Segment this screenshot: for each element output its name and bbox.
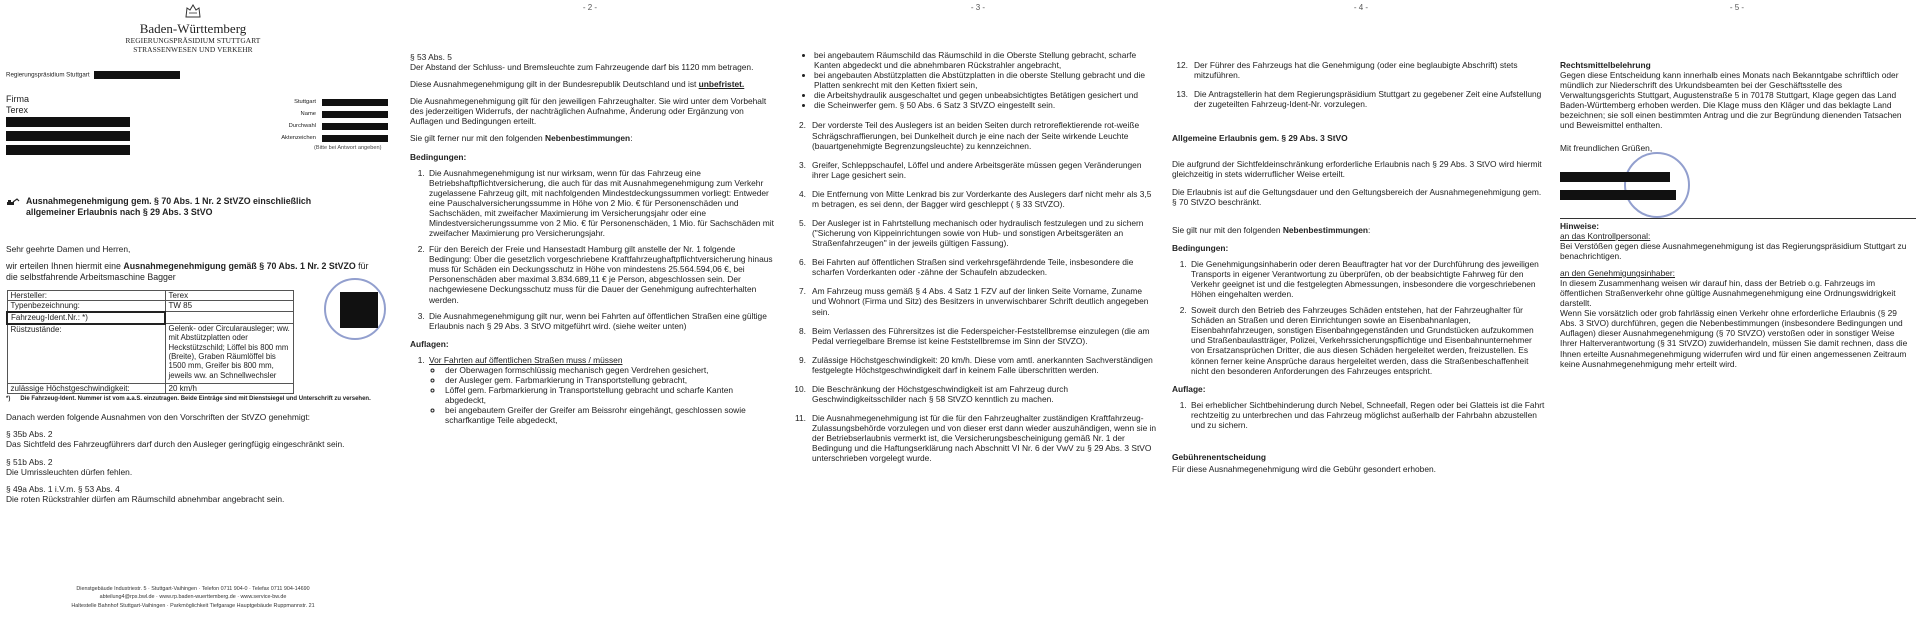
conditions-heading: Bedingungen: bbox=[410, 151, 467, 162]
exception-title: § 35b Abs. 2 bbox=[6, 429, 53, 440]
page-number: - 3 - bbox=[970, 3, 986, 12]
holder-text: Die Ausnahmegenehmigung gilt für den jeweiligen Fahrzeughalter. Sie wird unter dem Vorbehalt des jederzeitigen Widerrufs, der nachträglichen Aufnahme, Änderung oder Ergänzung von Auflagen und Bedingungen erteilt. bbox=[410, 96, 767, 127]
reference-note: (Bitte bei Antwort angeben) bbox=[314, 145, 382, 151]
page-number: - 5 - bbox=[1729, 3, 1745, 12]
list-item: 2. Für den Bereich der Freie und Hansestadt Hamburg gilt anstelle der Nr. 1 folgende Bedingung: Über die gesetzlich vorgeschriebene Kraftfahrzeughaftpflichtversicherung hinaus muss für Schäden ein Deckungsschutz in Höhe von mindestens 25.564.594,06 €, bei Personenschäden aber maximal 3.834.689,11 € je Person, abgeschlossen sein. Der nachgewiesene Deckungsschutz muss für die Dauer der Genehmigung aufrechterhalten werden. bbox=[427, 244, 776, 304]
table-value: 20 km/h bbox=[165, 383, 294, 394]
redaction bbox=[6, 131, 130, 141]
notes-subheading: an das Kontrollpersonal: bbox=[1560, 230, 1651, 241]
list-item-number: 10. bbox=[794, 383, 806, 394]
general-permit-text: Die Erlaubnis ist auf die Geltungsdauer und den Geltungsbereich der Ausnahmegenehmigung gem. § 70 StVZO beschränkt. bbox=[1172, 186, 1542, 207]
list-item-text: Der Führer des Fahrzeugs hat die Genehmigung (oder eine beglaubigte Abschrift) stets mitzuführen. bbox=[1194, 60, 1518, 81]
lead-post: : bbox=[1367, 224, 1371, 235]
salutation: Sehr geehrte Damen und Herren, bbox=[6, 243, 131, 254]
excavator-icon bbox=[6, 198, 20, 206]
lead-bold: Nebenbestimmungen bbox=[1282, 224, 1368, 235]
list-item-text: Greifer, Schleppschaufel, Löffel und andere Arbeitsgeräte müssen gegen Veränderungen ihrer Lage gesichert sein. bbox=[812, 159, 1142, 180]
letterhead-department: STRASSENWESEN UND VERKEHR bbox=[133, 44, 253, 54]
general-permit-heading: Allgemeine Erlaubnis gem. § 29 Abs. 3 StVO bbox=[1172, 133, 1348, 144]
ref-label: Name bbox=[300, 110, 316, 117]
letterhead bbox=[6, 4, 380, 54]
page-number: - 2 - bbox=[582, 3, 598, 12]
bullet-item: • die Scheinwerfer gem. § 50 Abs. 6 Satz 3 StVZO eingestellt sein. bbox=[814, 100, 1158, 110]
official-stamp bbox=[1624, 152, 1690, 218]
list-item: 2. Soweit durch den Betrieb des Fahrzeuges Schäden entstehen, hat der Fahrzeughalter für Schäden an Straßen und deren Einrichtungen sowie an Eisenbahnanlagen, Eisenbahnfahrzeugen, sonstigen Eisenbahngegenständen und Grundstücken aufzukommen und Straßenbaulastträger, Polizei, Verkehrssicherungspflichtige und Eisenbahnunternehmer von Ersatzansprüchen Dritter, die aus diesen Schäden hergeleitet werden, freizustellen. Es können ferner keine Ansprüche daraus hergeleitet werden, dass die Straßenbeschaffenheit nicht den besonderen Anforderungen des Fahrzeuges entspricht. bbox=[1189, 305, 1546, 376]
table-value: Gelenk- oder Circularausleger; ww. mit Abstützplatten oder Heckstützschild; Löffel bis 800 mm (Breite), Graben Räumlöffel bis 1500 mm, Greifer bis 800 mm, jeweils ww. an Schnellwechsler bbox=[165, 324, 294, 384]
footer-line: Haltestelle Bahnhof Stuttgart-Vaihingen · Parkmöglichkeit Tiefgarage Hauptgebäude Ruppmannstr. 21 bbox=[71, 602, 315, 609]
ref-label: Durchwahl bbox=[288, 122, 316, 129]
table-label: zulässige Höchstgeschwindigkeit: bbox=[7, 383, 165, 394]
exception-text: Die roten Rückstrahler dürfen am Räumschild abnehmbar angebracht sein. bbox=[6, 493, 285, 504]
list-item bbox=[790, 218, 1158, 248]
closing: Mit freundlichen Grüßen, bbox=[1560, 142, 1653, 153]
list-item-number: 4. bbox=[799, 188, 806, 199]
general-permit-text: Die aufgrund der Sichtfeldeinschränkung erforderliche Erlaubnis nach § 29 Abs. 3 StVO wird hiermit gleichzeitig in stets widerruflicher Weise erteilt. bbox=[1172, 159, 1542, 180]
exception bbox=[6, 484, 380, 504]
redaction bbox=[322, 135, 388, 142]
lead-bold: Nebenbestimmungen bbox=[545, 133, 631, 144]
vehicle-table bbox=[6, 290, 294, 394]
exception-text: Die Umrissleuchten dürfen fehlen. bbox=[6, 466, 133, 477]
subject bbox=[6, 196, 380, 218]
table-label: Hersteller: bbox=[7, 290, 165, 301]
requirements-list bbox=[410, 355, 776, 426]
conditions-heading: Bedingungen: bbox=[1172, 242, 1229, 253]
table-label: Fahrzeug-Ident.Nr.: *) bbox=[7, 312, 165, 324]
table-label: Typenbezeichnung: bbox=[7, 301, 165, 312]
list-item bbox=[790, 326, 1158, 346]
notes-text: In diesem Zusammenhang weisen wir darauf hin, dass der Betrieb o.g. Fahrzeugs im öffentlichen Straßenverkehr ohne gültige Ausnahmegenehmigung eine Ordnungswidrigkeit darstellt. bbox=[1560, 278, 1896, 309]
list-item bbox=[790, 355, 1158, 375]
table-row bbox=[7, 312, 294, 324]
fee-text: Für diese Ausnahmegenehmigung wird die Gebühr gesondert erhoben. bbox=[1172, 464, 1436, 475]
list-item-number: 6. bbox=[799, 257, 806, 268]
page-1 bbox=[0, 0, 392, 620]
page-number: - 4 - bbox=[1353, 3, 1369, 12]
list-item-number: 7. bbox=[799, 286, 806, 297]
validity-bold: unbefristet. bbox=[698, 79, 745, 90]
list-item-text: Beim Verlassen des Führersitzes ist die Federspeicher-Feststellbremse einzulegen (die am Pedal verriegelbare Bremse ist keine Feststellbremse im Sinn der StVZO). bbox=[812, 325, 1150, 346]
footnote-text: Die Fahrzeug-Ident. Nummer ist vom a.a.S. einzutragen. Beide Einträge sind mit Dienstsiegel und Unterschrift zu versehen. bbox=[20, 396, 371, 403]
notes-heading: Hinweise: bbox=[1560, 220, 1600, 231]
list-item-text: Die Beschränkung der Höchstgeschwindigkeit ist am Fahrzeug durch Geschwindigkeitsschilder nach § 58 StVZO kenntlich zu machen. bbox=[812, 383, 1069, 405]
validity-text bbox=[410, 79, 776, 89]
requirements-list bbox=[1172, 60, 1546, 109]
list-item: 3. Die Ausnahmegenehmigung gilt nur, wenn bei Fahrten auf öffentlichen Straßen eine gültige Erlaubnis nach § 29 Abs. 3 StVO mitgeführt wird. (siehe weiter unten) bbox=[427, 311, 776, 331]
bullet-item: • bei angebauten Abstützplatten die Abstützplatten in die oberste Stellung gebracht und die Platten senkrecht mit den Ketten fixiert sein, bbox=[814, 70, 1158, 90]
list-item-number: 13. bbox=[1176, 89, 1188, 100]
table-label: Rüstzustände: bbox=[7, 324, 165, 384]
redaction bbox=[6, 117, 130, 127]
recipient-line-1: Firma bbox=[6, 93, 29, 104]
conditions-lead bbox=[410, 133, 776, 143]
page-footer bbox=[6, 585, 380, 610]
notes-subheading: an den Genehmigungsinhaber: bbox=[1560, 267, 1676, 278]
list-item-number: 5. bbox=[799, 218, 806, 229]
recipient-line-2: Terex bbox=[6, 104, 29, 115]
requirements-heading: Auflagen: bbox=[410, 338, 449, 349]
bullet-item: ◦ bei angebautem Greifer der Greifer am Beissrohr eingehängt, geschlossen sowie scharfkantige Teile abgedeckt, bbox=[443, 405, 776, 425]
intro-paragraph bbox=[6, 261, 380, 283]
sender-text: Regierungspräsidium Stuttgart bbox=[6, 72, 90, 80]
redaction bbox=[322, 111, 388, 118]
list-item bbox=[427, 355, 776, 426]
table-value: TW 85 bbox=[165, 301, 294, 312]
page-5 bbox=[1554, 0, 1920, 620]
table-footnote bbox=[6, 396, 380, 403]
list-item bbox=[790, 384, 1158, 404]
page-3 bbox=[788, 0, 1168, 620]
exception bbox=[6, 457, 380, 477]
subject-line-2: allgemeiner Erlaubnis nach § 29 Abs. 3 StVO bbox=[26, 206, 213, 217]
list-item bbox=[790, 120, 1158, 150]
list-item: 1. Die Ausnahmegenehmigung ist nur wirksam, wenn für das Fahrzeug eine Betriebshaftpflichtversicherung, die auch für das mit Ausnahmegenehmigung zum Verkehr zugelassene Fahrzeug gilt, mit nachfolgenden Mindestdeckungssummen vorliegt: Entweder eine Pauschalversicherungssumme in Höhe von 2 Mio. € für Personenschäden und Sachschäden, mit zweifacher Maximierung im Versicherungsjahr oder eine Mindestversicherungssumme von 2 Mio. € für Personenschäden, 1 Mio. für Sachschäden mit zweifacher Maximierung pro Versicherungsjahr. bbox=[427, 168, 776, 239]
list-item bbox=[1172, 89, 1546, 109]
notes-text: Wenn Sie vorsätzlich oder grob fahrlässig einen Verkehr ohne erforderliche Erlaubnis (§ 29 Abs. 3 StVO) durchführen, gegen die Nebenbestimmungen (insbesondere Bedingungen und Auflagen) dieser Ausnahmegenehmigung (§ 70 StVZO) verstoßen oder in sonstiger Weise Ihrer Halterverantwortung (§ 31 StVZO) zuwiderhandeln, müssen Sie damit rechnen, dass die Ihnen erteilte Ausnahmegenehmigung widerrufen wird und für einen angemessenen Zeitraum keine Ausnahmegenehmigung mehr erteilt wird. bbox=[1560, 308, 1908, 369]
requirement-list bbox=[1172, 400, 1546, 430]
exception-text: Das Sichtfeld des Fahrzeugführers darf durch den Ausleger geringfügig eingeschränkt sein. bbox=[6, 439, 345, 450]
exception-title: § 49a Abs. 1 i.V.m. § 53 Abs. 4 bbox=[6, 483, 120, 494]
list-item: 1. Die Genehmigungsinhaberin oder deren Beauftragter hat vor der Durchführung des jeweiligen Transports in eigener Verantwortung zu überprüfen, ob der beabsichtigte Fahrweg für den Verkehr geeignet ist und die festgelegten Abmessungen, insbesondere die vorgeschriebenen Höhen eingehalten werden. bbox=[1189, 259, 1546, 299]
list-item-text: Die Antragstellerin hat dem Regierungspräsidium Stuttgart zu gegebener Zeit eine Aufstellung der zugeteilten Fahrzeug-Ident-Nr. vorzulegen. bbox=[1194, 89, 1542, 110]
requirement-title: Vor Fahrten auf öffentlichen Straßen muss / müssen bbox=[429, 354, 623, 365]
sender-line bbox=[6, 71, 380, 79]
bullet-item: ◦ der Ausleger gem. Farbmarkierung in Transportstellung gebracht, bbox=[443, 375, 776, 385]
table-value bbox=[165, 312, 294, 324]
fee-heading: Gebührenentscheidung bbox=[1172, 452, 1266, 463]
intro-bold: Ausnahmegenehmigung gemäß § 70 Abs. 1 Nr. 2 StVZO bbox=[123, 260, 356, 271]
list-item-text: Am Fahrzeug muss gemäß § 4 Abs. 4 Satz 1 FZV auf der linken Seite Vorname, Zuname und Wohnort (Firma und Sitz) des Besitzers in unverwischbarer Schrift deutlich angegeben sein. bbox=[812, 286, 1149, 317]
conditions-list bbox=[1172, 259, 1546, 376]
list-item bbox=[790, 189, 1158, 209]
lead-pre: Sie gilt ferner nur mit den folgenden bbox=[410, 133, 546, 144]
list-item bbox=[790, 257, 1158, 277]
bullet-item: • die Arbeitshydraulik ausgeschaltet und gegen unbeabsichtigtes Betätigen gesichert und bbox=[814, 90, 1158, 100]
letterhead-authority: REGIERUNGSPRÄSIDIUM STUTTGART bbox=[125, 35, 261, 45]
redaction bbox=[94, 71, 180, 79]
page-2 bbox=[392, 0, 788, 620]
appeal-heading: Rechtsmittelbelehrung bbox=[1560, 60, 1651, 70]
table-row bbox=[7, 383, 294, 394]
validity-pre: Diese Ausnahmegenehmigung gilt in der Bundesrepublik Deutschland und ist bbox=[410, 79, 699, 90]
ref-label: Stuttgart bbox=[294, 98, 316, 105]
redaction bbox=[6, 145, 130, 155]
reference-block bbox=[280, 96, 388, 152]
list-item-text: Der Ausleger ist in Fahrtstellung mechanisch oder hydraulisch festzulegen und zu sichern ("Sicherung von Kippeinrichtungen sowie von Hub- und sonstigen Arbeitsgeräten an Straßenfahrzeugen" in der jeweils gültigen Fassung). bbox=[812, 218, 1144, 249]
exception-title: § 51b Abs. 2 bbox=[6, 456, 53, 467]
exception-title: § 53 Abs. 5 bbox=[410, 52, 452, 62]
redaction bbox=[340, 292, 378, 328]
list-item-text: Zulässige Höchstgeschwindigkeit: 20 km/h. Diese vom amtl. anerkannten Sachverständigen festgelegte Höchstgeschwindigkeit darf in keinem Falle überschritten werden. bbox=[812, 354, 1153, 375]
signature-area bbox=[1560, 160, 1912, 210]
redaction bbox=[322, 123, 388, 130]
letterhead-state: Baden-Württemberg bbox=[139, 21, 247, 37]
bullet-list bbox=[790, 50, 1158, 110]
redaction bbox=[1560, 190, 1676, 200]
coat-of-arms-icon bbox=[184, 4, 202, 18]
bullet-item: ◦ Löffel gem. Farbmarkierung in Transportstellung gebracht und scharfe Kanten abgedeckt, bbox=[443, 385, 776, 405]
list-item bbox=[1172, 60, 1546, 80]
list-item-text: Der vorderste Teil des Auslegers ist an beiden Seiten durch retroreflektierende rot-weiße Schrägschraffierungen, bei Dunkelheit durch je eine nach der Seite wirkende Leuchte (bauartgenehmigte Begrenzungsleuchte) zu kennzeichnen. bbox=[812, 120, 1140, 151]
list-item-number: 3. bbox=[799, 159, 806, 170]
list-item-text: Die Ausnahmegenehmigung ist für die für den Fahrzeughalter zuständigen Kraftfahrzeug-Zulassungsbehörde vorzulegen und von dieser erst dann wieder auszuhändigen, wenn sie in der Betriebserlaubnis vermerkt ist, die Versicherungsbescheinigung gemäß Nr. 1 der Bedingung und die Haftungserklärung nach Abschnitt VI Nr. 6 der VwV zu § 29 Abs. 3 StVO unterschrieben vorgelegt wurde. bbox=[812, 413, 1157, 464]
intro-post: für die selbstfahrende Arbeitsmaschine Bagger bbox=[6, 260, 369, 282]
list-item-number: 2. bbox=[799, 120, 806, 131]
table-value: Terex bbox=[165, 290, 294, 301]
footer-line: abteilung4@rps.bwl.de · www.rp.baden-wuerttemberg.de · www.service-bw.de bbox=[99, 594, 287, 601]
exception bbox=[6, 429, 380, 449]
list-item-number: 8. bbox=[799, 325, 806, 336]
conditions-lead bbox=[1172, 225, 1546, 235]
exception-text: Der Abstand der Schluss- und Bremsleuchte zum Fahrzeugende darf bis 1120 mm betragen. bbox=[410, 62, 754, 73]
table-row bbox=[7, 290, 294, 301]
list-item-text: Bei Fahrten auf öffentlichen Straßen sind verkehrsgefährdende Teile, insbesondere die scharfen Vorderkanten oder -zähne der Schaufeln abzudecken. bbox=[812, 257, 1134, 278]
list-item bbox=[790, 286, 1158, 316]
bullet-item: • bei angebautem Räumschild das Räumschild in die Oberste Stellung gebracht, scharfe Kanten abgedeckt und die abnehmbaren Rückstrahler angebracht, bbox=[814, 50, 1158, 70]
subject-line-1: Ausnahmegenehmigung gem. § 70 Abs. 1 Nr. 2 StVZO einschließlich bbox=[26, 195, 312, 206]
page-4 bbox=[1168, 0, 1554, 620]
list-item-number: 12. bbox=[1176, 60, 1188, 70]
list-item-number: 9. bbox=[799, 354, 806, 365]
footnote-mark: *) bbox=[6, 396, 11, 403]
conditions-list bbox=[410, 168, 776, 331]
requirements-list bbox=[790, 120, 1158, 463]
list-item-number: 11. bbox=[794, 413, 806, 424]
table-row bbox=[7, 324, 294, 384]
footer-line: Dienstgebäude Industriestr. 5 · Stuttgart-Vaihingen · Telefon 0711 904-0 · Telefax 0711 904-14690 bbox=[76, 585, 310, 592]
lead-pre: Sie gilt nur mit den folgenden bbox=[1172, 224, 1283, 235]
redaction bbox=[322, 99, 388, 106]
appeal-text: Gegen diese Entscheidung kann innerhalb eines Monats nach Bekanntgabe schriftlich oder mündlich zur Niederschrift des Urkundsbeamten bei der Geschäftsstelle des Verwaltungsgerichts Stuttgart, Augustenstraße 5 in 70178 Stuttgart, Klage gegen das Land Baden-Württemberg erhoben werden. Die Klage muss den Kläger und das beklagte Land bezeichnen; sie soll einen bestimmten Antrag und die zur Begründung dienenden Tatsachen und Beweismittel enthalten. bbox=[1560, 70, 1902, 131]
intro-pre: wir erteilen Ihnen hiermit eine bbox=[6, 260, 124, 271]
redaction bbox=[1560, 172, 1670, 182]
notes-text: Bei Verstößen gegen diese Ausnahmegenehmigung ist das Regierungspräsidium Stuttgart zu benachrichtigen. bbox=[1560, 240, 1907, 261]
lead-post: : bbox=[630, 133, 633, 144]
bullet-list bbox=[429, 365, 776, 425]
requirement-heading: Auflage: bbox=[1172, 383, 1206, 394]
list-item bbox=[790, 160, 1158, 180]
list-item: 1. Bei erheblicher Sichtbehinderung durch Nebel, Schneefall, Regen oder bei Glatteis ist die Fahrt rechtzeitig zu unterbrechen und das Fahrzeug möglichst außerhalb der Fahrbahn abzustellen und zu sichern. bbox=[1189, 400, 1546, 430]
exceptions-intro: Danach werden folgende Ausnahmen von den Vorschriften der StVZO genehmigt: bbox=[6, 412, 311, 423]
table-row bbox=[7, 301, 294, 312]
list-item-text: Die Entfernung von Mitte Lenkrad bis zur Vorderkante des Auslegers darf nicht mehr als 3,5 m betragen, es sei denn, der Bagger wird geschleppt ( § 33 StVZO). bbox=[812, 188, 1152, 209]
bullet-item: ◦ der Oberwagen formschlüssig mechanisch gegen Verdrehen gesichert, bbox=[443, 365, 776, 375]
ref-label: Aktenzeichen bbox=[281, 134, 316, 141]
list-item bbox=[790, 413, 1158, 463]
